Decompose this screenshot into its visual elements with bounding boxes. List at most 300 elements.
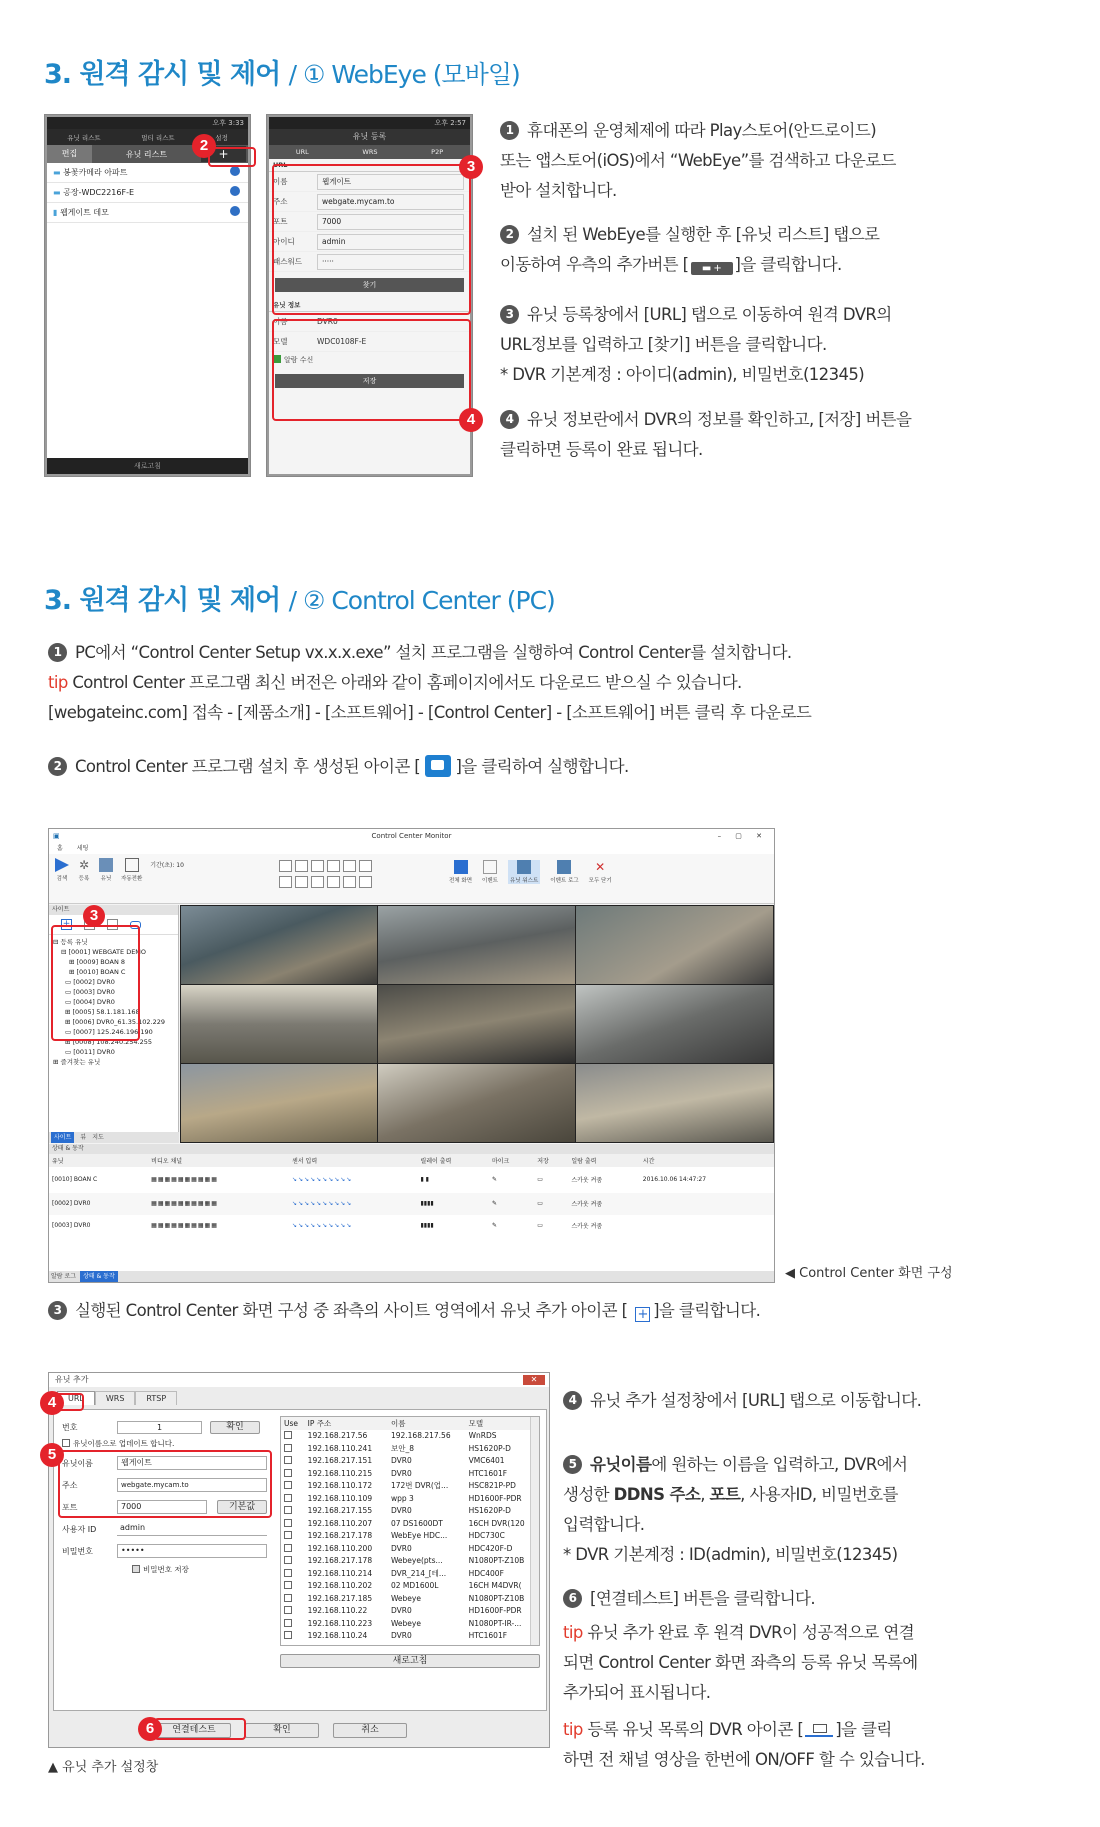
unit-list-row[interactable] [281,1530,539,1543]
field-label: 비밀번호 [62,1546,93,1556]
checkbox-icon [284,1431,292,1439]
phone1-add-button[interactable]: + [201,146,246,162]
sensor-icons: ↘↘↘↘↘↘↘↘↘↘ [292,1200,353,1207]
cc-tool-label: 유닛 [100,876,112,882]
field-label: 사용자 ID [62,1524,97,1534]
unit-list-row[interactable] [281,1480,539,1493]
use-checkbox[interactable] [281,1492,305,1505]
number-confirm-button[interactable]: 확인 [210,1421,260,1434]
cc-unit-button[interactable] [99,858,113,882]
cc-status-row[interactable] [49,1167,774,1193]
use-checkbox[interactable] [281,1442,305,1455]
ip-cell: 192.168.217.178 [307,1531,373,1541]
use-checkbox[interactable] [281,1530,305,1543]
model-cell: N1080PT-Z10B [468,1556,525,1566]
dialog-callout-5: 5 [40,1443,64,1467]
name-cell: DVR0 [390,1606,412,1616]
tree-item[interactable]: ⊞ [0010] BOAN C [69,968,126,976]
cc-app-icon: ▣ [53,832,60,840]
dialog-row-password [62,1540,267,1562]
unit-list-row[interactable] [281,1567,539,1580]
user-id-input[interactable]: admin [117,1522,267,1536]
cc-menu-home[interactable]: 홈 [57,845,63,852]
dialog-tab-rtsp[interactable]: RTSP [135,1391,177,1405]
model-cell: N1080PT-Z10B [468,1593,525,1603]
name-cell: DVR_214_[테... [390,1568,447,1578]
cc-auto-switch-button[interactable] [121,858,142,882]
tree-label: 즐겨찾는 유닛 [60,1058,101,1066]
ip-cell: 192.168.110.172 [307,1481,373,1491]
step-line: 클릭하면 등록이 완료 됩니다. [500,440,703,459]
camera-tile[interactable] [576,985,773,1063]
ip-cell: 192.168.110.24 [307,1631,368,1641]
cc-tool-label: 모두 닫기 [588,878,612,884]
camera-tile[interactable] [378,906,575,984]
checkbox-icon [284,1531,292,1539]
mic-icon: ✎ [491,1200,497,1207]
layout-icon[interactable] [327,876,340,888]
step-line: 유닛 추가 설정창에서 [URL] 탭으로 이동합니다. [590,1391,922,1410]
use-checkbox[interactable] [281,1505,305,1518]
camera-tile[interactable] [181,906,377,984]
phone2-save-button[interactable]: 저장 [275,374,464,388]
use-checkbox[interactable] [281,1430,305,1443]
highlight-url-section [272,164,471,315]
step-number: 6 [563,1589,582,1608]
section1-step-4 [500,405,911,465]
phone1-list-item[interactable]: ▬ 공장-WDC2216F-E [47,183,248,203]
bold-text: DDNS 주소 [613,1485,701,1504]
phone2-tab-url[interactable]: URL [295,148,309,156]
model-cell: VMC6401 [468,1456,505,1466]
step-line: 또는 앱스토어(iOS)에서 “WebEye”를 검색하고 다운로드 [500,151,896,170]
switch-icon [125,858,139,872]
field-label: 이름 [273,317,288,326]
section1-title [44,52,520,91]
right2-tip-2 [563,1715,925,1775]
ip-cell: 192.168.110.215 [307,1468,373,1478]
tree-label: [0010] BOAN C [76,968,126,976]
layout-16-icon[interactable] [359,860,372,872]
cc-status-row[interactable] [49,1215,774,1237]
tree-item[interactable]: ▭ [0011] DVR0 [65,1048,115,1056]
cc-status-panel [49,1144,774,1282]
step-number: 2 [500,225,519,244]
step-line: , [700,1485,710,1504]
save-icon [99,858,113,872]
list-header: IP 주소 [307,1418,332,1428]
field-label: 패스워드 [273,257,302,266]
cc-search-button[interactable] [55,858,69,882]
status-header: 비디오 채널 [151,1157,183,1165]
use-checkbox[interactable] [281,1592,305,1605]
list-refresh-button[interactable]: 새로고침 [280,1654,540,1668]
section2-title-main: 3. 원격 감시 및 제어 [44,585,281,616]
cc-window-title: Control Center Monitor [371,832,452,840]
name-cell: DVR0 [390,1468,412,1478]
cc-ribbon [49,854,774,904]
camera-tile[interactable] [378,1064,575,1142]
cc-status-table [49,1154,774,1237]
camera-tile[interactable] [378,985,575,1063]
unit-list-row[interactable] [281,1492,539,1505]
layout-icon[interactable] [343,876,356,888]
step-line: ]을 클릭합니다. [653,1301,761,1320]
unit-list-row[interactable] [281,1617,539,1630]
alarm-label: 알람 수신 [284,356,314,364]
name-cell: 192.168.217.56 [390,1431,451,1441]
dialog-callout-4: 4 [40,1391,64,1415]
layout-icon[interactable] [359,876,372,888]
checkbox-icon [284,1581,292,1589]
tree-label: [0007] 125.246.196.190 [73,1028,153,1036]
unit-list-row[interactable] [281,1430,539,1443]
use-checkbox[interactable] [281,1555,305,1568]
model-cell: HDC420F-D [468,1543,513,1553]
cc-log-tabs [49,1271,774,1282]
event-icon [483,860,497,874]
highlight-name-address-port [58,1450,272,1518]
storage-icon: ▭ [537,1176,543,1183]
play-icon [55,858,69,872]
tip-label: tip [48,673,68,692]
dialog-title: 유닛 추가 [55,1375,89,1384]
cc-unit-worst-button[interactable] [508,860,540,884]
phone2-title: 유닛 등록 [269,129,470,145]
tip-line: 등록 유닛 목록의 DVR 아이콘 [ [587,1720,804,1739]
cc-layout-grid-buttons [279,860,372,872]
tip-line: 되면 Control Center 화면 좌측의 등록 유닛 목록에 [563,1653,918,1672]
phone1-edit-button[interactable]: 편집 [47,145,92,163]
step-line: 유닛 등록창에서 [URL] 탭으로 이동하여 원격 DVR의 [527,305,892,324]
status-unit: [0010] BOAN C [52,1176,98,1183]
dialog-unit-list [280,1416,540,1646]
checkbox-icon [284,1569,292,1577]
default-port-button[interactable]: 기본값 [217,1500,267,1514]
tip-line: 추가되어 표시됩니다. [563,1683,711,1702]
checkbox-icon [284,1619,292,1627]
mic-icon: ✎ [491,1176,497,1183]
log-icon [557,860,571,874]
phone2-tabs [269,145,470,159]
checkbox-icon [284,1506,292,1514]
add-unit-icon: + [635,1307,650,1322]
name-cell: WebEye HDC... [390,1531,448,1541]
layout-1-icon[interactable] [279,860,292,872]
model-cell: HD1600F-PDR [468,1606,522,1616]
status-output: 스카웃 켜줌 [571,1177,603,1184]
dialog-caption: ▲ 유닛 추가 설정창 [48,1760,159,1775]
dialog-row-number [62,1418,267,1436]
status-header: 릴레이 출력 [420,1157,452,1165]
section2-title [44,578,555,617]
unit-name-input[interactable]: 웹게이트 [117,1456,267,1470]
phone1-tab-multi-list[interactable]: 멀티 리스트 [141,133,175,142]
camera-tile[interactable] [181,1064,377,1142]
phone1-refresh-button[interactable]: 새로고침 [47,458,248,474]
name-cell: 02 MD1600L [390,1581,439,1591]
unit-list-row[interactable] [281,1555,539,1568]
model-cell: HTC1601F [468,1631,508,1641]
tip-line: ]을 클릭 [835,1720,892,1739]
intro-line: PC에서 “Control Center Setup vx.x.x.exe” 설치 프로그램을 실행하여 Control Center를 설치합니다. [75,643,792,662]
ip-cell: 192.168.110.223 [307,1618,373,1628]
cc-tab-alarm-log[interactable]: 알람 로그 [51,1273,77,1280]
tip-line: 유닛 추가 완료 후 원격 DVR이 성공적으로 연결 [587,1623,915,1642]
status-unit: [0003] DVR0 [52,1222,91,1229]
unit-list-row[interactable] [281,1592,539,1605]
close-all-icon: ✕ [595,860,606,874]
unit-list-row[interactable] [281,1542,539,1555]
cc-status-title: 상태 & 동작 [49,1144,774,1154]
status-header: 센서 입력 [292,1157,318,1165]
section1-step-1 [500,116,896,206]
model-cell: N1080PT-IR-... [468,1618,522,1628]
use-checkbox[interactable] [281,1630,305,1643]
tree-root[interactable]: ⊟ 등록 유닛 [53,938,88,946]
cc-ribbon-right [449,860,612,884]
use-checkbox[interactable] [281,1580,305,1593]
phone1-item-arrow-icon[interactable] [230,186,240,196]
layout-8-icon[interactable] [327,860,340,872]
control-center-screenshot [48,828,775,1283]
phone1-item-arrow-icon[interactable] [230,206,240,216]
cc-tab-site[interactable]: 사이트 [51,1132,74,1143]
cc-tool-label: 등록 [78,876,90,882]
use-checkbox[interactable] [281,1467,305,1480]
phone1-list-item[interactable]: ▮ 웹게이트 데모 [47,203,248,223]
tree-item[interactable]: ▭ [0007] 125.246.196.190 [65,1028,153,1036]
checkbox-icon [284,1606,292,1614]
step-line: [연결테스트] 버튼을 클릭합니다. [590,1589,816,1608]
cc-close-all-button[interactable] [589,860,612,884]
status-header: 마이크 [491,1157,510,1165]
tree-item[interactable]: ▭ [0002] DVR0 [65,978,115,986]
section1-step-3 [500,300,892,390]
connection-test-button[interactable]: 연결테스트 [157,1723,231,1738]
name-input[interactable]: 웹게이트 [317,174,464,190]
mic-icon: ✎ [491,1222,497,1229]
tree-item[interactable]: ▭ [0003] DVR0 [65,988,115,996]
phone1-list-item[interactable]: ▬ 봉꽃카메라 아파트 [47,163,248,183]
tree-label: [0001] WEBGATE DEMO [68,948,147,956]
bold-text: 유닛이름 [590,1455,652,1474]
unit-list-row[interactable] [281,1605,539,1618]
dialog-tab-wrs[interactable]: WRS [95,1391,136,1405]
right2-step-5 [563,1450,907,1570]
model-cell: 16CH M4DVR( [468,1581,522,1591]
checkbox-icon [62,1439,70,1447]
cc-tool-label: 이벤트 로그 [550,878,579,884]
cc-window-controls-icon[interactable]: – ▢ ✕ [717,832,768,840]
callout-4: 4 [459,408,483,432]
dialog-tab-url[interactable]: URL [57,1391,95,1405]
intro-line: [webgateinc.com] 접속 - [제품소개] - [소프트웨어] - [Control Center] - [소프트웨어] 버튼 클릭 후 다운로드 [48,703,812,722]
ip-cell: 192.168.217.185 [307,1593,373,1603]
dialog-row-user [62,1518,267,1540]
tree-label: [0009] BOAN 8 [76,958,126,966]
step-line: URL정보를 입력하고 [찾기] 버튼을 클릭합니다. [500,335,827,354]
step-number: 5 [563,1455,582,1474]
ok-button[interactable]: 확인 [245,1723,319,1738]
status-time: 2016.10.06 14:47:27 [642,1176,707,1183]
section2-intro [48,638,811,728]
unit-list-row[interactable] [281,1455,539,1468]
checkbox-icon [284,1519,292,1527]
step-line: 에 원하는 이름을 입력하고, DVR에서 [651,1455,908,1474]
use-checkbox[interactable] [281,1517,305,1530]
unit-list-row[interactable] [281,1580,539,1593]
checkbox-icon [284,1456,292,1464]
cc-status-row[interactable] [49,1193,774,1215]
section1-step-2 [500,220,879,280]
camera-tile[interactable] [181,985,377,1063]
camera-tile[interactable] [576,906,773,984]
use-checkbox[interactable] [281,1480,305,1493]
cc-tab-map[interactable]: 지도 [92,1134,104,1141]
port-input[interactable]: 7000 [317,214,464,230]
tree-item[interactable]: ⊟ [0001] WEBGATE DEMO [61,948,147,956]
password-input[interactable]: ····· [317,254,464,270]
cc-site-header: 사이트 [49,905,178,915]
tree-item[interactable]: ⊞ [0008] 108.240.254.255 [65,1038,153,1046]
unit-list-row[interactable] [281,1467,539,1480]
layout-icon[interactable] [311,876,324,888]
model-cell: HS1620P-D [468,1443,511,1453]
unit-list-row[interactable] [281,1630,539,1643]
field-label: 주소 [273,197,288,206]
layout-icon[interactable] [295,876,308,888]
field-label: 포트 [273,217,288,226]
unit-list-row[interactable] [281,1517,539,1530]
unit-list-row[interactable] [281,1442,539,1455]
unit-list-row[interactable] [281,1505,539,1518]
step-line: ]을 클릭합니다. [734,255,842,274]
name-cell: DVR0 [390,1631,412,1641]
use-checkbox[interactable] [281,1567,305,1580]
model-cell: HDC730C [468,1531,505,1541]
sensor-icons: ↘↘↘↘↘↘↘↘↘↘ [292,1222,353,1229]
dialog-close-icon[interactable]: ✕ [523,1375,545,1385]
tip-label: tip [563,1623,583,1642]
id-input[interactable]: admin [317,234,464,250]
cc-site-tabs [49,1132,179,1143]
tree-label: [0005] 58.1.181.168 [72,1008,140,1016]
checkbox-icon [284,1494,292,1502]
step-line: , 사용자ID, 비밀번호를 [740,1485,898,1504]
layout-6-icon[interactable] [311,860,324,872]
tree-item[interactable]: ⊞ [0009] BOAN 8 [69,958,126,966]
step-line: 설치 된 WebEye를 실행한 후 [유닛 리스트] 탭으로 [527,225,880,244]
cc-fullscreen-button[interactable] [449,860,472,884]
monitor-icon [517,860,531,874]
list-scrollbar[interactable] [530,1417,539,1645]
name-cell: DVR0 [390,1456,412,1466]
step-line: * DVR 기본계정 : ID(admin), 비밀번호(12345) [563,1545,898,1564]
phone1-tab-unit-list[interactable]: 유닛 리스트 [67,133,101,142]
port-input[interactable]: 7000 [117,1500,207,1514]
tree-item[interactable]: ▭ [0004] DVR0 [65,998,115,1006]
step-number: 2 [48,757,67,776]
model-cell: HTC1601F [468,1468,508,1478]
cc-tool-label: 유닛 워스트 [509,878,539,884]
ip-cell: 192.168.110.200 [307,1543,373,1553]
phone2-tab-wrs[interactable]: WRS [362,148,378,156]
field-label: 모델 [273,337,288,346]
section2-step-3 [48,1296,760,1326]
ip-cell: 192.168.110.202 [307,1581,373,1591]
name-cell: DVR0 [390,1506,412,1516]
layout-4-icon[interactable] [295,860,308,872]
cancel-button[interactable]: 취소 [333,1723,407,1738]
cc-status-header-row [49,1154,774,1167]
phone2-tab-p2p[interactable]: P2P [431,148,444,156]
dvr-icon [805,1723,833,1737]
checkbox-icon [284,1469,292,1477]
info-value: WDC0108F-E [317,337,367,346]
number-input[interactable]: 1 [117,1421,202,1434]
model-cell: WnRDS [468,1431,497,1441]
cc-ribbon-buttons [55,858,184,882]
use-checkbox[interactable] [281,1617,305,1630]
layout-9-icon[interactable] [343,860,356,872]
cc-caption: ◀ Control Center 화면 구성 [785,1266,953,1281]
use-checkbox[interactable] [281,1455,305,1468]
right2-step-4 [563,1386,921,1416]
name-cell: 172번 DVR(업... [390,1481,449,1491]
address-input[interactable]: webgate.mycam.to [317,194,464,210]
address-input[interactable]: webgate.mycam.to [117,1478,267,1492]
field-label: 포트 [62,1502,78,1512]
step-line: ]을 클릭하여 실행합니다. [455,757,629,776]
phone2-find-button[interactable]: 찾기 [275,278,464,292]
cc-menu-settings[interactable]: 세팅 [76,845,89,852]
save-password-checkbox[interactable] [62,1562,267,1578]
cc-tab-view[interactable]: 뷰 [80,1134,87,1141]
step-line: 실행된 Control Center 화면 구성 중 좌측의 사이트 영역에서 유닛 추가 아이콘 [ [75,1301,628,1320]
section2-subtitle: / ② Control Center (PC) [288,586,555,615]
tree-label: [0006] DVR0_61.35.102.229 [72,1018,165,1026]
cc-callout-3: 3 [83,905,105,927]
cc-tab-status[interactable]: 상태 & 동작 [80,1271,118,1282]
phone1-tab-settings[interactable]: 설정 [215,133,228,142]
tree-root[interactable]: ⊞ 즐겨찾는 유닛 [53,1058,101,1066]
storage-icon: ▭ [537,1200,543,1207]
tree-item[interactable]: ⊞ [0006] DVR0_61.35.102.229 [65,1018,165,1026]
use-checkbox[interactable] [281,1605,305,1618]
cc-period-field[interactable]: 기간(초): 10 [150,862,184,869]
cc-event-button[interactable] [482,860,498,884]
use-checkbox[interactable] [281,1542,305,1555]
tree-label: [0002] DVR0 [73,978,115,986]
password-input[interactable]: ••••• [117,1544,267,1558]
name-cell: DVR0 [390,1543,412,1553]
relay-icons: ▮▮▮▮ [420,1222,434,1229]
phone1-item-arrow-icon[interactable] [230,166,240,176]
tree-label: [0003] DVR0 [73,988,115,996]
sensor-icons: ↘↘↘↘↘↘↘↘↘↘ [292,1176,353,1183]
layout-icon[interactable] [279,876,292,888]
model-cell: HS1620P-D [468,1506,511,1516]
camera-tile[interactable] [576,1064,773,1142]
checkbox-icon [284,1481,292,1489]
cc-register-button[interactable] [77,858,91,882]
cc-event-log-button[interactable] [550,860,578,884]
status-unit: [0002] DVR0 [52,1200,91,1207]
callout-2: 2 [192,134,216,158]
add-unit-icon[interactable]: + [62,919,71,929]
tree-item[interactable]: ⊞ [0005] 58.1.181.168 [65,1008,140,1016]
